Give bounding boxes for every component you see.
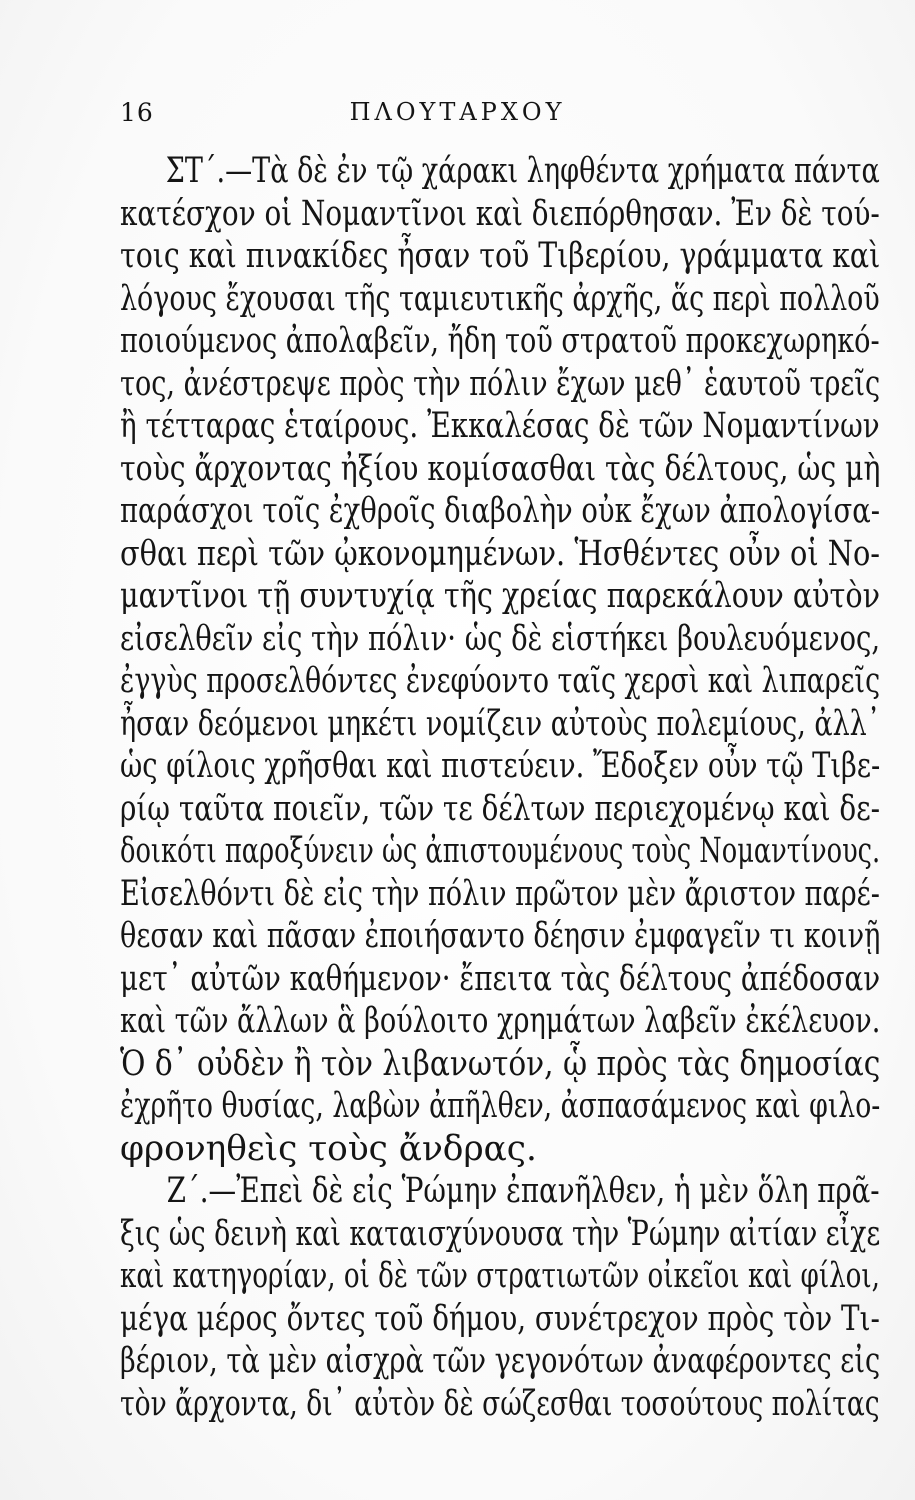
body-text	[120, 150, 880, 1425]
text-line: θεσαν καὶ πᾶσαν ἐποιήσαντο δέησιν ἐμφαγεῖν τι κοινῇ	[120, 916, 881, 956]
text-line: μετ᾽ αὐτῶν καθήμενον· ἔπειτα τὰς δέλτους ἀπέδοσαν	[120, 958, 881, 999]
text-line: ποιούμενος ἀπολαβεῖν, ἤδη τοῦ στρατοῦ προκεχωρηκό-	[120, 321, 880, 361]
text-line: Ὁ δ᾽ οὐδὲν ἢ τὸν λιβανωτόν, ᾧ πρὸς τὰς δημοσίας	[120, 1043, 881, 1084]
text-line: ΣΤ΄.—Τὰ δὲ ἐν τῷ χάρακι ληφθέντα χρήματα πάντα	[165, 151, 880, 191]
text-line: εἰσελθεῖν εἰς τὴν πόλιν· ὡς δὲ εἱστήκει βουλευόμενος,	[120, 618, 881, 659]
text-line: μέγα μέρος ὄντες τοῦ δήμου, συνέτρεχον πρὸς τὸν Τι-	[120, 1298, 880, 1339]
text-line: κατέσχον οἱ Νομαντῖνοι καὶ διεπόρθησαν. Ἐν δὲ τού-	[120, 193, 880, 234]
text-line: καὶ τῶν ἄλλων ἃ βούλοιτο χρημάτων λαβεῖν ἐκέλευον.	[120, 1001, 881, 1041]
text-line: τὸν ἄρχοντα, δι᾽ αὐτὸν δὲ σώζεσθαι τοσούτους πολίτας	[120, 1383, 880, 1424]
text-line: τοις καὶ πινακίδες ἦσαν τοῦ Τιβερίου, γράμματα καὶ	[120, 236, 881, 276]
text-line: ξις ὡς δεινὴ καὶ καταισχύνουσα τὴν Ῥώμην αἰτίαν εἶχε	[120, 1213, 881, 1254]
text-line: Ζ΄.—Ἐπεὶ δὲ εἰς Ῥώμην ἐπανῆλθεν, ἡ μὲν ὅλη πρᾶ-	[166, 1171, 880, 1211]
text-line: καὶ κατηγορίαν, οἱ δὲ τῶν στρατιωτῶν οἰκεῖοι καὶ φίλοι,	[120, 1256, 880, 1296]
text-line: λόγους ἔχουσαι τῆς ταμιευτικῆς ἀρχῆς, ἅς περὶ πολλοῦ	[120, 278, 880, 319]
page-number: 16	[120, 98, 154, 127]
text-line: ἐχρῆτο θυσίας, λαβὼν ἀπῆλθεν, ἀσπασάμενος καὶ φιλο-	[120, 1086, 881, 1126]
text-line: ἐγγὺς προσελθόντες ἐνεφύοντο ταῖς χερσὶ καὶ λιπαρεῖς	[120, 661, 881, 701]
text-line: δοικότι παροξύνειν ὡς ἀπιστουμένους τοὺς Νομαντίνους.	[120, 831, 881, 871]
text-line: τοὺς ἄρχοντας ἠξίου κομίσασθαι τὰς δέλτους, ὡς μὴ	[120, 448, 881, 489]
text-line: ἢ τέτταρας ἑταίρους. Ἐκκαλέσας δὲ τῶν Νομαντίνων	[120, 406, 880, 446]
text-line: φρονηθεὶς τοὺς ἄνδρας.	[120, 1128, 537, 1169]
text-line: μαντῖνοι τῇ συντυχίᾳ τῆς χρείας παρεκάλουν αὐτὸν	[120, 576, 880, 616]
text-line: βέριον, τὰ μὲν αἰσχρὰ τῶν γεγονότων ἀναφέροντες εἰς	[120, 1341, 881, 1381]
text-line: τος, ἀνέστρεψε πρὸς τὴν πόλιν ἔχων μεθ᾽ ἑαυτοῦ τρεῖς	[120, 363, 881, 404]
text-line: σθαι περὶ τῶν ᾠκονομημένων. Ἡσθέντες οὖν οἱ Νο-	[120, 533, 881, 574]
text-line: Εἰσελθόντι δὲ εἰς τὴν πόλιν πρῶτον μὲν ἄριστον παρέ-	[120, 873, 880, 914]
text-line: ρίῳ ταῦτα ποιεῖν, τῶν τε δέλτων περιεχομένῳ καὶ δε-	[120, 788, 881, 829]
text-line: ὡς φίλοις χρῆσθαι καὶ πιστεύειν. Ἔδοξεν οὖν τῷ Τιβε-	[120, 746, 881, 786]
text-line: ἦσαν δεόμενοι μηκέτι νομίζειν αὐτοὺς πολεμίους, ἀλλ᾽	[120, 703, 881, 744]
text-line: παράσχοι τοῖς ἐχθροῖς διαβολὴν οὐκ ἔχων ἀπολογίσα-	[120, 491, 880, 531]
running-head: ΠΛΟΥΤΑΡΧΟΥ	[349, 98, 566, 126]
